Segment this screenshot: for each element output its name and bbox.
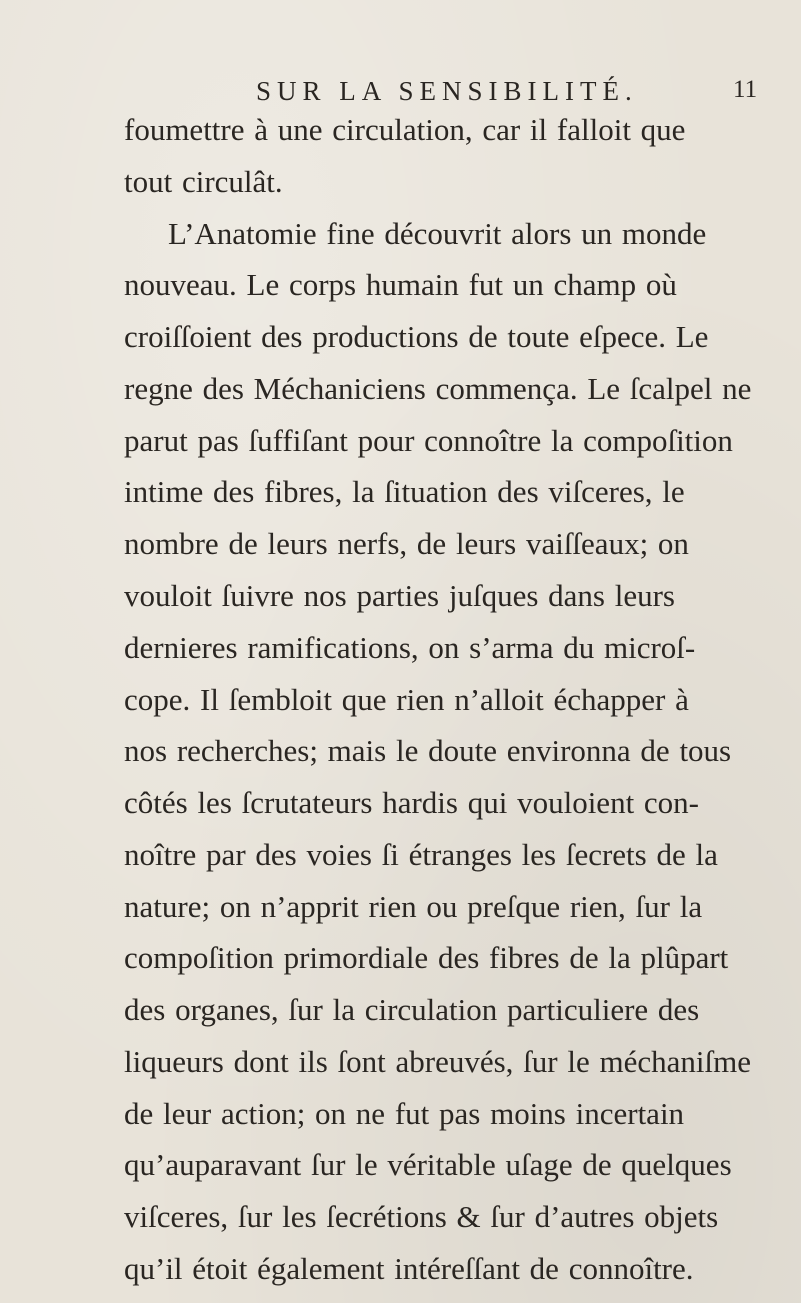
text-line: vouloit ſuivre nos parties juſques dans leurs — [124, 578, 675, 613]
running-head: SUR LA SENSIBILITÉ. — [256, 76, 638, 106]
text-line: parut pas ſuffiſant pour connoître la compoſition — [124, 423, 733, 458]
text-line: cope. Il ſembloit que rien n’alloit échapper à — [124, 682, 689, 717]
text-line: noître par des voies ſi étranges les ſecrets de la — [124, 837, 718, 872]
text-line: tout circulât. — [124, 164, 283, 199]
text-line: liqueurs dont ils ſont abreuvés, ſur le méchaniſme — [124, 1044, 751, 1079]
text-line: nombre de leurs nerfs, de leurs vaiſſeaux; on — [124, 526, 689, 561]
text-line: côtés les ſcrutateurs hardis qui vouloient con- — [124, 785, 700, 820]
text-line: foumettre à une circulation, car il falloit que — [124, 112, 686, 147]
text-line: qu’il étoit également intéreſſant de connoître. — [124, 1251, 694, 1286]
text-line: des organes, ſur la circulation particuliere des — [124, 992, 700, 1027]
text-line: croiſſoient des productions de toute eſpece. Le — [124, 319, 709, 354]
text-line: qu’auparavant ſur le véritable uſage de quelques — [124, 1147, 732, 1182]
text-line: nature; on n’apprit rien ou preſque rien, ſur la — [124, 889, 703, 924]
text-line: viſceres, ſur les ſecrétions & ſur d’autres objets — [124, 1199, 719, 1234]
text-line: nouveau. Le corps humain fut un champ où — [124, 267, 677, 302]
text-line: L’Anatomie fine découvrit alors un monde — [168, 216, 707, 251]
text-line: nos recherches; mais le doute environna de tous — [124, 733, 732, 768]
page-header — [0, 76, 801, 110]
text-line: compoſition primordiale des fibres de la plûpart — [124, 940, 729, 975]
text-line: regne des Méchaniciens commença. Le ſcalpel ne — [124, 371, 752, 406]
text-line: intime des fibres, la ſituation des viſceres, le — [124, 474, 685, 509]
text-line: de leur action; on ne fut pas moins incertain — [124, 1096, 685, 1131]
page-number: 11 — [733, 76, 758, 103]
text-line: dernieres ramifications, on s’arma du microſ- — [124, 630, 696, 665]
